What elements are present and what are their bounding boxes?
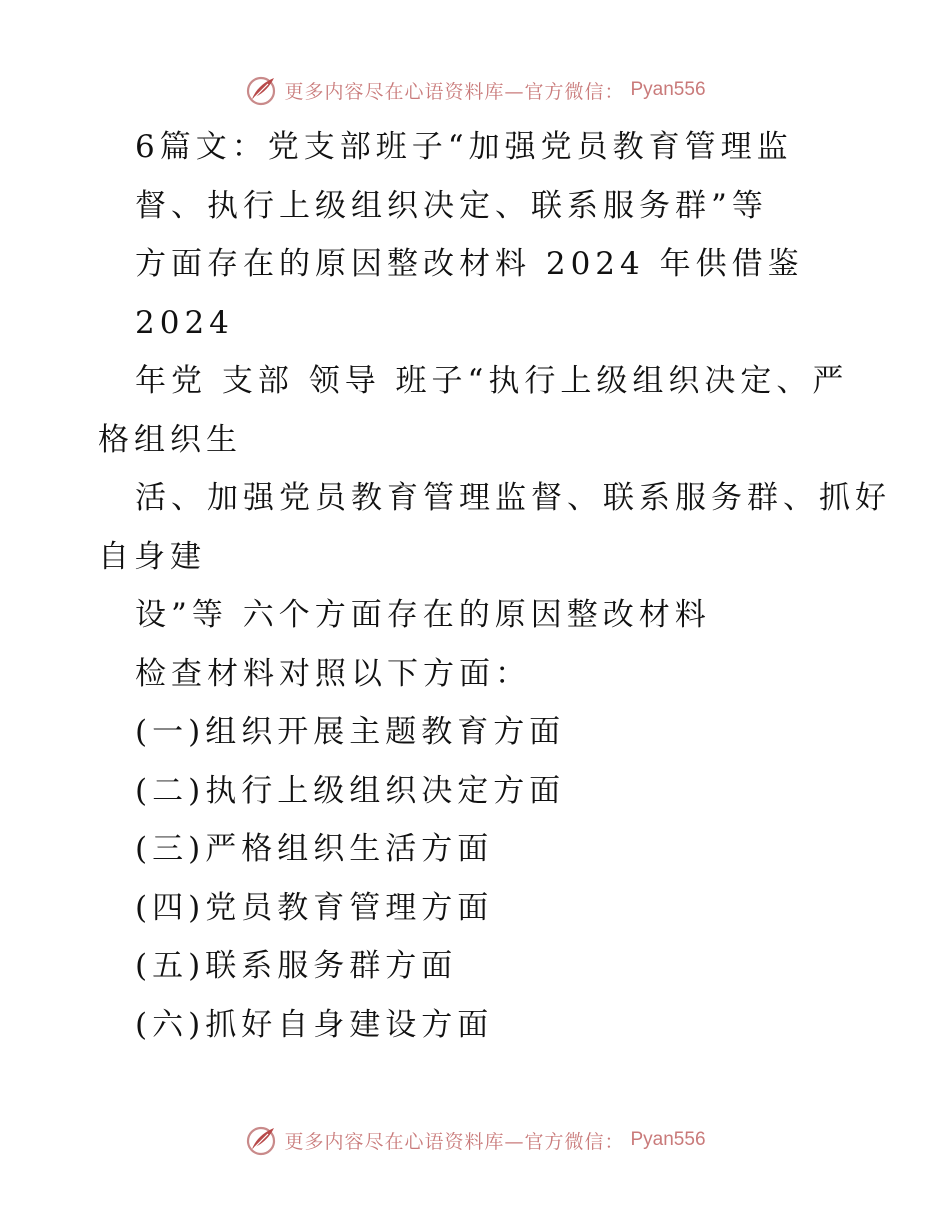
footer-watermark [0, 1120, 950, 1160]
feather-quill-icon [244, 1123, 278, 1157]
header-watermark [0, 70, 950, 110]
watermark-wechat-id: Pyan556 [630, 79, 706, 100]
feather-quill-icon [244, 73, 278, 107]
subtitle-line-5: 设”等 六个方面存在的原因整改材料 [135, 597, 711, 633]
subtitle-line-2: 格组织生 [98, 421, 242, 458]
list-item: (一)组织开展主题教育方面 [135, 714, 566, 750]
list-item: (三)严格组织生活方面 [135, 831, 494, 867]
document-body [98, 118, 891, 1054]
watermark-wechat-id: Pyan556 [630, 1129, 706, 1150]
subtitle-line-3: 活、加强党员教育管理监督、联系服务群、抓好 [135, 480, 891, 516]
watermark-text: 更多内容尽在心语资料库—官方微信： [284, 1130, 625, 1153]
subtitle-line-1: 年党 支部 领导 班子“执行上级组织决定、严 [135, 363, 849, 399]
title-line-2: 督、执行上级组织决定、联系服务群”等 [135, 187, 768, 224]
list-item: (六)抓好自身建设方面 [135, 1006, 494, 1043]
watermark-text: 更多内容尽在心语资料库—官方微信： [284, 80, 625, 103]
subtitle-line-4: 自身建 [98, 538, 206, 575]
list-item: (二)执行上级组织决定方面 [135, 772, 566, 809]
list-item: (五)联系服务群方面 [135, 948, 458, 984]
list-item: (四)党员教育管理方面 [135, 889, 494, 926]
title-line-3: 方面存在的原因整改材料 2024 年供借鉴 [135, 246, 804, 282]
year-line: 2024 [135, 304, 234, 341]
intro-line: 检查材料对照以下方面： [135, 655, 531, 692]
title-line-1: 6篇文：党支部班子“加强党员教育管理监 [135, 129, 793, 165]
